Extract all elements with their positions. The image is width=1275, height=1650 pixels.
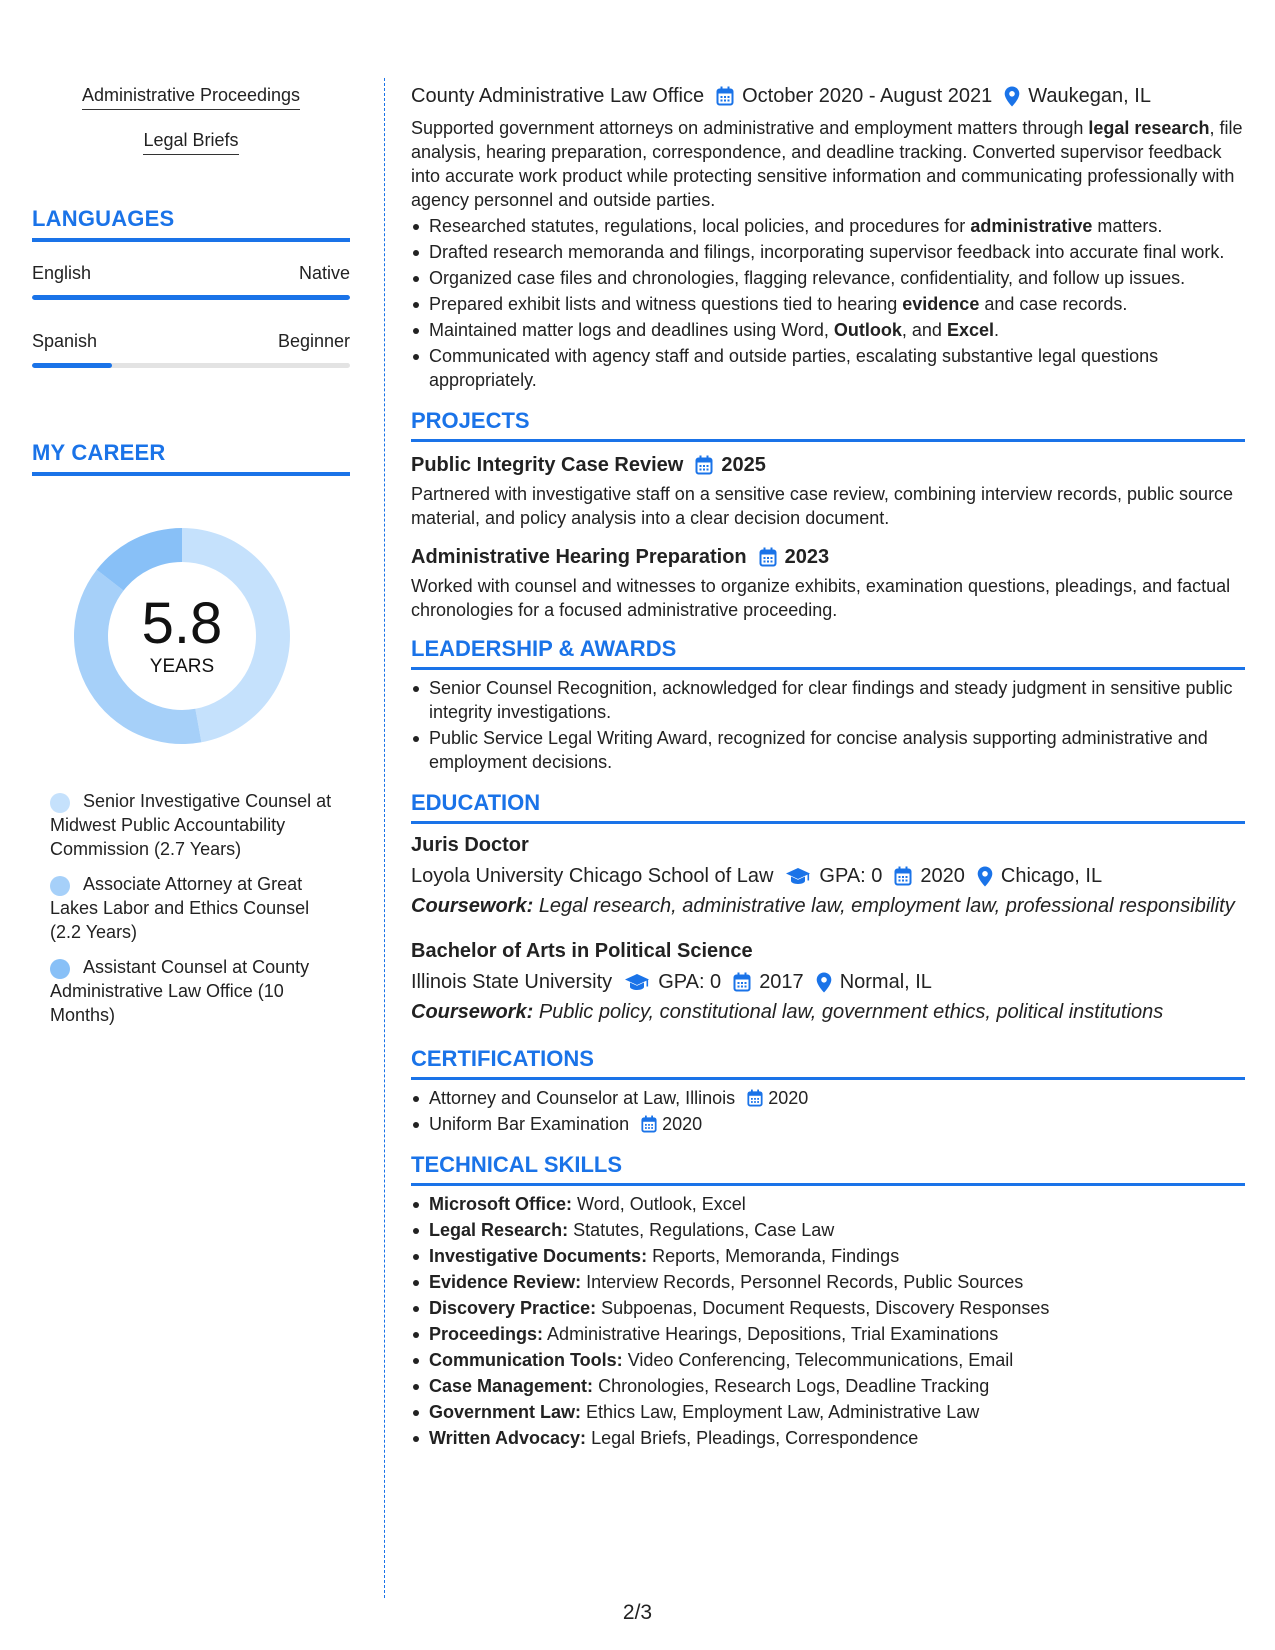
bullet-keyword: Excel — [946, 320, 994, 340]
language-item — [32, 262, 350, 300]
skill-value: Video Conferencing, Telecommunications, Email — [627, 1350, 1014, 1370]
language-bar-fill — [32, 363, 112, 368]
career-legend-item — [50, 872, 332, 944]
leadership-item: Public Service Legal Writing Award, recognized for concise analysis supporting administrative and employment decisions. — [411, 726, 1245, 774]
job-header — [411, 82, 1245, 110]
employer-name: County Administrative Law Office — [411, 85, 705, 107]
career-legend-label: Senior Investigative Counsel at Midwest Public Accountability Commission (2.7 Years) — [50, 791, 332, 859]
skill-value: Administrative Hearings, Depositions, Trial Examinations — [547, 1324, 999, 1344]
school-location: Chicago, IL — [1000, 865, 1103, 887]
language-name: Spanish — [32, 331, 98, 351]
certification-name: Uniform Bar Examination — [429, 1114, 630, 1134]
skill-value: Word, Outlook, Excel — [577, 1194, 746, 1214]
bullet-text: Maintained matter logs and deadlines using Word, — [429, 320, 834, 340]
skill-value: Reports, Memoranda, Findings — [652, 1246, 900, 1266]
legend-dot — [50, 959, 70, 979]
skill-label: Evidence Review: — [429, 1272, 582, 1292]
job-bullets — [411, 214, 1245, 392]
graduation-cap-icon — [785, 867, 811, 885]
bullet-text: Prepared exhibit lists and witness questions tied to hearing — [429, 294, 903, 314]
map-pin-icon — [816, 972, 832, 993]
career-legend-item — [50, 955, 332, 1027]
gpa: GPA: 0 — [658, 971, 722, 993]
summary-keyword: legal research — [1088, 118, 1210, 138]
skill-item — [411, 1218, 1245, 1242]
career-total-years: 5.8 — [141, 591, 223, 656]
skill-value: Ethics Law, Employment Law, Administrative Law — [586, 1402, 980, 1422]
calendar-icon — [733, 972, 751, 992]
career-legend — [32, 789, 332, 1027]
skill-label: Legal Research: — [429, 1220, 569, 1240]
project-name: Administrative Hearing Preparation — [411, 546, 747, 568]
education-heading: EDUCATION — [411, 790, 1245, 824]
language-item — [32, 330, 350, 368]
skill-label: Communication Tools: — [429, 1350, 623, 1370]
skill-item — [411, 1322, 1245, 1346]
skill-item — [411, 1244, 1245, 1268]
summary-text: Supported government attorneys on administrative and employment matters through — [411, 118, 1089, 138]
certification-item — [411, 1086, 1245, 1110]
skill-label: Case Management: — [429, 1376, 594, 1396]
career-legend-label: Associate Attorney at Great Lakes Labor and Ethics Counsel (2.2 Years) — [50, 874, 310, 942]
job-location: Waukegan, IL — [1028, 85, 1151, 107]
leadership-heading: LEADERSHIP & AWARDS — [411, 636, 1245, 670]
career-total-unit: YEARS — [149, 656, 215, 677]
technical-skills-heading: TECHNICAL SKILLS — [411, 1152, 1245, 1186]
project-description: Partnered with investigative staff on a sensitive case review, combining interview records, public source material, and policy analysis into a clear decision document. — [411, 484, 1234, 528]
language-bar — [32, 363, 350, 368]
education-item — [411, 832, 1245, 918]
job-bullet: Communicated with agency staff and outside parties, escalating substantive legal questions appropriately. — [411, 344, 1245, 392]
languages-heading: LANGUAGES — [32, 206, 350, 242]
career-donut-chart — [62, 516, 302, 756]
certification-year: 2020 — [768, 1088, 809, 1108]
calendar-icon — [695, 455, 713, 475]
career-legend-item — [50, 789, 332, 861]
skill-item — [411, 1296, 1245, 1320]
bullet-keyword: evidence — [902, 294, 980, 314]
skill-item — [411, 1348, 1245, 1372]
school-name: Loyola University Chicago School of Law — [411, 865, 774, 887]
coursework-text: Legal research, administrative law, employment law, professional responsibility — [538, 895, 1235, 917]
skill-tag: Legal Briefs — [143, 129, 238, 155]
school-location: Normal, IL — [839, 971, 932, 993]
project-year: 2025 — [721, 454, 766, 476]
calendar-icon — [894, 866, 912, 886]
legend-dot — [50, 793, 70, 813]
gpa: GPA: 0 — [819, 865, 883, 887]
skill-item — [411, 1400, 1245, 1424]
skill-tags — [32, 84, 350, 174]
bullet-text: Researched statutes, regulations, local policies, and procedures for — [429, 216, 971, 236]
skill-label: Investigative Documents: — [429, 1246, 648, 1266]
skill-value: Statutes, Regulations, Case Law — [573, 1220, 835, 1240]
project-description: Worked with counsel and witnesses to organize exhibits, examination questions, pleadings, and factual chronologies for a focused administrative proceeding. — [411, 576, 1231, 620]
bullet-text: and case records. — [979, 294, 1128, 314]
language-name: English — [32, 263, 92, 283]
project-year: 2023 — [784, 546, 830, 568]
skill-label: Microsoft Office: — [429, 1194, 573, 1214]
main-column — [411, 82, 1245, 1450]
certification-year: 2020 — [662, 1114, 703, 1134]
career-legend-label: Assistant Counsel at County Administrative Law Office (10 Months) — [50, 957, 310, 1025]
bullet-keyword: administrative — [970, 216, 1093, 236]
bullet-text: , and — [901, 320, 947, 340]
certification-item — [411, 1112, 1245, 1136]
skill-value: Chronologies, Research Logs, Deadline Tracking — [598, 1376, 990, 1396]
language-level: Native — [298, 263, 350, 283]
skill-value: Interview Records, Personnel Records, Public Sources — [586, 1272, 1024, 1292]
page-number: 2/3 — [622, 1601, 653, 1624]
skill-item — [411, 1270, 1245, 1294]
calendar-icon — [759, 547, 777, 567]
certifications-list — [411, 1086, 1245, 1136]
job-dates: October 2020 - August 2021 — [742, 85, 993, 107]
skill-label: Government Law: — [429, 1402, 582, 1422]
summary-text: , file analysis, hearing preparation, correspondence, and deadline tracking. Converted supervisor feedback into accurate work product while protecting sensitive information and communicating professionally with agency personnel and outside parties. — [411, 118, 1243, 210]
bullet-text: . — [994, 320, 1000, 340]
graduation-cap-icon — [624, 973, 650, 991]
skill-label: Discovery Practice: — [429, 1298, 597, 1318]
leadership-item: Senior Counsel Recognition, acknowledged for clear findings and steady judgment in sensitive public integrity investigations. — [411, 676, 1245, 724]
career-heading: MY CAREER — [32, 440, 350, 476]
school-name: Illinois State University — [411, 971, 613, 993]
degree-name: Juris Doctor — [411, 834, 529, 856]
certifications-heading: CERTIFICATIONS — [411, 1046, 1245, 1080]
job-bullet: Organized case files and chronologies, flagging relevance, confidentiality, and follow up issues. — [411, 266, 1245, 290]
job-bullet — [411, 318, 1245, 342]
job-bullet — [411, 292, 1245, 316]
bullet-keyword: Outlook — [833, 320, 902, 340]
leadership-list — [411, 676, 1245, 774]
job-summary — [411, 116, 1245, 212]
skill-label: Proceedings: — [429, 1324, 544, 1344]
coursework-label: Coursework: — [411, 895, 534, 917]
coursework — [411, 1000, 1245, 1024]
legend-dot — [50, 876, 70, 896]
skill-item — [411, 1426, 1245, 1450]
coursework-text: Public policy, constitutional law, government ethics, political institutions — [538, 1001, 1164, 1023]
coursework — [411, 894, 1245, 918]
map-pin-icon — [1004, 86, 1020, 107]
job-bullet — [411, 214, 1245, 238]
education-item — [411, 938, 1245, 1024]
map-pin-icon — [977, 866, 993, 887]
project-item — [411, 452, 1245, 530]
skill-label: Written Advocacy: — [429, 1428, 587, 1448]
skills-list — [411, 1192, 1245, 1450]
coursework-label: Coursework: — [411, 1001, 534, 1023]
column-divider — [384, 78, 385, 1598]
language-bar — [32, 295, 350, 300]
language-level: Beginner — [277, 331, 350, 351]
skill-item — [411, 1192, 1245, 1216]
skill-value: Legal Briefs, Pleadings, Correspondence — [591, 1428, 919, 1448]
skill-tag: Administrative Proceedings — [82, 84, 300, 110]
project-name: Public Integrity Case Review — [411, 454, 684, 476]
job-bullet: Drafted research memoranda and filings, incorporating supervisor feedback into accurate final work. — [411, 240, 1245, 264]
skill-item — [411, 1374, 1245, 1398]
projects-heading: PROJECTS — [411, 408, 1245, 442]
calendar-icon — [716, 86, 734, 106]
calendar-icon — [641, 1115, 657, 1133]
certification-name: Attorney and Counselor at Law, Illinois — [429, 1088, 736, 1108]
language-bar-fill — [32, 295, 350, 300]
project-item — [411, 544, 1245, 622]
graduation-year: 2020 — [920, 865, 965, 887]
bullet-text: matters. — [1092, 216, 1163, 236]
degree-name: Bachelor of Arts in Political Science — [411, 940, 753, 962]
graduation-year: 2017 — [759, 971, 804, 993]
calendar-icon — [747, 1089, 763, 1107]
skill-value: Subpoenas, Document Requests, Discovery Responses — [601, 1298, 1050, 1318]
sidebar — [32, 84, 350, 1038]
